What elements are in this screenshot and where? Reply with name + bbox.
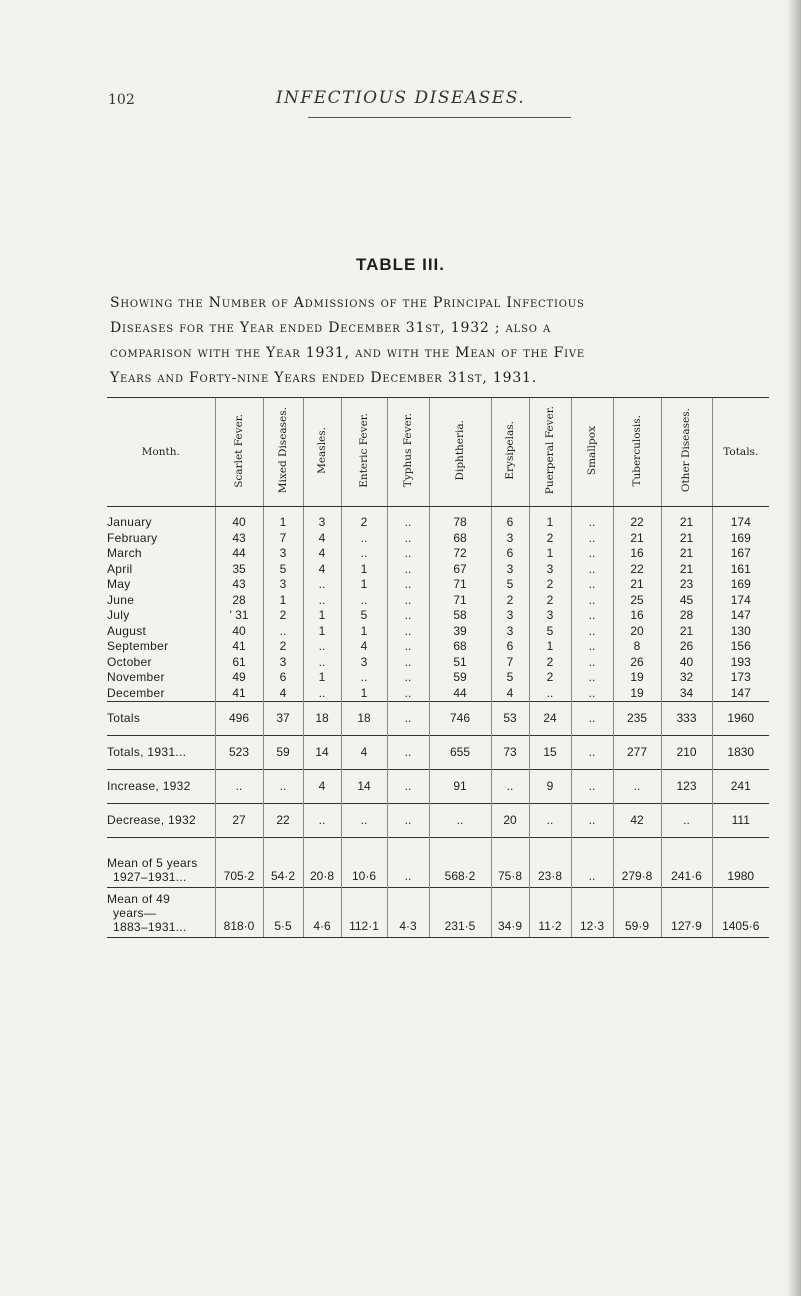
caption-line: Showing the Number of Admissions of the Principal Infectious — [110, 295, 585, 311]
table-cell: 4 — [303, 531, 341, 547]
table-cell: 2 — [529, 670, 571, 686]
summary-cell: 4 — [303, 770, 341, 804]
caption-line: Diseases for the Year ended December 31st, 1932 ; also a — [110, 320, 552, 336]
summary-cell: .. — [387, 736, 429, 770]
table-cell: 25 — [613, 593, 661, 609]
table-cell: .. — [571, 507, 613, 531]
table-cell: 1 — [303, 624, 341, 640]
table-cell: 147 — [712, 608, 769, 624]
table-cell: 5 — [491, 670, 529, 686]
table-cell: 1 — [529, 639, 571, 655]
table-cell: 58 — [429, 608, 491, 624]
summary-label-line: 1927–1931... — [113, 870, 187, 884]
table-cell: 35 — [215, 562, 263, 578]
table-cell: .. — [571, 531, 613, 547]
table-cell: .. — [341, 531, 387, 547]
table-cell: 22 — [613, 507, 661, 531]
running-head: INFECTIOUS DISEASES. — [275, 88, 526, 108]
table-cell: 3 — [529, 562, 571, 578]
table-cell: 51 — [429, 655, 491, 671]
table-cell: 68 — [429, 531, 491, 547]
table-cell: 1 — [303, 608, 341, 624]
table-cell: 3 — [263, 655, 303, 671]
table-cell: 49 — [215, 670, 263, 686]
row-label: March — [107, 546, 142, 560]
summary-cell: 705·2 — [215, 838, 263, 888]
summary-label: Decrease, 1932 — [107, 804, 215, 838]
table-row — [107, 546, 769, 562]
table-cell: .. — [387, 686, 429, 702]
table-cell: 44 — [429, 686, 491, 702]
table-cell: 78 — [429, 507, 491, 531]
table-cell: 16 — [613, 608, 661, 624]
summary-cell: 231·5 — [429, 888, 491, 938]
page-number: 102 — [108, 92, 135, 108]
table-cell: 169 — [712, 577, 769, 593]
table-cell: 174 — [712, 593, 769, 609]
table-row — [107, 577, 769, 593]
summary-cell: 37 — [263, 702, 303, 736]
table-cell: 174 — [712, 507, 769, 531]
table-cell: 156 — [712, 639, 769, 655]
summary-row — [107, 702, 769, 736]
summary-cell: 14 — [341, 770, 387, 804]
summary-cell: 241 — [712, 770, 769, 804]
column-header-measles: Measles. — [303, 398, 341, 507]
summary-row — [107, 888, 769, 938]
table-cell: .. — [303, 639, 341, 655]
summary-cell: .. — [571, 702, 613, 736]
table-cell: 16 — [613, 546, 661, 562]
table-cell: 41 — [215, 686, 263, 702]
table-cell: 43 — [215, 531, 263, 547]
summary-cell: .. — [491, 770, 529, 804]
column-header-typhus-fever: Typhus Fever. — [387, 398, 429, 507]
table-cell: 193 — [712, 655, 769, 671]
summary-cell: 210 — [661, 736, 712, 770]
table-cell: .. — [571, 624, 613, 640]
table-cell: 32 — [661, 670, 712, 686]
table-cell: 2 — [491, 593, 529, 609]
summary-cell: 1405·6 — [712, 888, 769, 938]
table-cell: 1 — [303, 670, 341, 686]
header-row — [107, 398, 769, 507]
summary-cell: 54·2 — [263, 838, 303, 888]
column-header-tuberculosis: Tuberculosis. — [613, 398, 661, 507]
table-row — [107, 562, 769, 578]
table-cell: 6 — [491, 639, 529, 655]
table-cell: 2 — [529, 655, 571, 671]
table-cell: 1 — [341, 624, 387, 640]
table-cell: 3 — [491, 624, 529, 640]
table-cell: 23 — [661, 577, 712, 593]
table-cell: 1 — [341, 562, 387, 578]
summary-cell: 655 — [429, 736, 491, 770]
table-cell: 44 — [215, 546, 263, 562]
column-header-erysipelas: Erysipelas. — [491, 398, 529, 507]
summary-cell: 42 — [613, 804, 661, 838]
table-cell: 3 — [263, 546, 303, 562]
table-cell: .. — [387, 546, 429, 562]
summary-label — [107, 888, 215, 938]
table-row — [107, 655, 769, 671]
summary-cell: 18 — [303, 702, 341, 736]
table-cell: .. — [571, 655, 613, 671]
table-cell: 21 — [661, 562, 712, 578]
summary-cell: 277 — [613, 736, 661, 770]
table-caption — [110, 291, 770, 391]
summary-cell: 22 — [263, 804, 303, 838]
table-cell: 173 — [712, 670, 769, 686]
table-row — [107, 624, 769, 640]
table-cell: .. — [571, 670, 613, 686]
table-cell: 5 — [491, 577, 529, 593]
table-cell: 2 — [263, 608, 303, 624]
summary-label-line: Mean of 49 — [107, 892, 171, 906]
row-label: February — [107, 530, 158, 545]
summary-cell: 235 — [613, 702, 661, 736]
table-cell: .. — [387, 507, 429, 531]
table-cell: 2 — [529, 531, 571, 547]
summary-cell: .. — [387, 702, 429, 736]
table-cell: .. — [387, 577, 429, 593]
row-label: June — [107, 592, 135, 607]
table-cell: 19 — [613, 670, 661, 686]
summary-cell: .. — [571, 838, 613, 888]
summary-cell: 241·6 — [661, 838, 712, 888]
header-rule — [308, 117, 571, 118]
column-header-smallpox: Smallpox — [571, 398, 613, 507]
table-cell: 26 — [613, 655, 661, 671]
table-cell: 71 — [429, 593, 491, 609]
summary-cell: 568·2 — [429, 838, 491, 888]
table-row — [107, 593, 769, 609]
row-label: November — [107, 670, 165, 684]
summary-cell: .. — [341, 804, 387, 838]
column-header-other-diseases: Other Diseases. — [661, 398, 712, 507]
summary-cell: 111 — [712, 804, 769, 838]
table-cell: 7 — [263, 531, 303, 547]
summary-row — [107, 770, 769, 804]
table-row — [107, 531, 769, 547]
table-cell: 71 — [429, 577, 491, 593]
table-cell: 22 — [613, 562, 661, 578]
summary-cell: .. — [429, 804, 491, 838]
table-cell: 169 — [712, 531, 769, 547]
summary-cell: 11·2 — [529, 888, 571, 938]
table-cell: 4 — [341, 639, 387, 655]
row-label: August — [107, 623, 147, 638]
summary-label-line: Mean of 5 years — [107, 856, 198, 870]
summary-cell: 4·6 — [303, 888, 341, 938]
row-label: October — [107, 654, 152, 669]
table-cell: .. — [387, 639, 429, 655]
table-cell: 45 — [661, 593, 712, 609]
summary-cell: .. — [571, 770, 613, 804]
row-label: January — [107, 515, 152, 529]
table-cell: 1 — [529, 507, 571, 531]
row-label: July — [107, 608, 130, 622]
table-body — [107, 507, 769, 938]
row-label: May — [107, 577, 131, 591]
summary-cell: 27 — [215, 804, 263, 838]
table-cell: 61 — [215, 655, 263, 671]
table-cell: 1 — [341, 686, 387, 702]
summary-cell: 818·0 — [215, 888, 263, 938]
summary-cell: 34·9 — [491, 888, 529, 938]
column-header-scarlet-fever: Scarlet Fever. — [215, 398, 263, 507]
summary-cell: 4 — [341, 736, 387, 770]
summary-cell: .. — [387, 838, 429, 888]
row-label: April — [107, 561, 133, 576]
table-cell: 161 — [712, 562, 769, 578]
table-cell: 5 — [529, 624, 571, 640]
summary-cell: 18 — [341, 702, 387, 736]
table-cell: 5 — [263, 562, 303, 578]
summary-row — [107, 804, 769, 838]
summary-cell: 5·5 — [263, 888, 303, 938]
summary-cell: 53 — [491, 702, 529, 736]
table-cell: .. — [303, 577, 341, 593]
table-cell: 8 — [613, 639, 661, 655]
table-row — [107, 639, 769, 655]
summary-cell: 20·8 — [303, 838, 341, 888]
summary-cell: .. — [387, 804, 429, 838]
summary-cell: 523 — [215, 736, 263, 770]
table-cell: 34 — [661, 686, 712, 702]
summary-cell: 23·8 — [529, 838, 571, 888]
table-cell: .. — [571, 608, 613, 624]
summary-label: Increase, 1932 — [107, 770, 215, 804]
summary-cell: .. — [387, 770, 429, 804]
table-cell: .. — [571, 686, 613, 702]
table-cell: .. — [387, 624, 429, 640]
table-row — [107, 670, 769, 686]
table-cell: .. — [529, 686, 571, 702]
table-cell: .. — [571, 593, 613, 609]
summary-cell: 1830 — [712, 736, 769, 770]
summary-cell: 20 — [491, 804, 529, 838]
table-cell: 1 — [263, 507, 303, 531]
table-cell: 26 — [661, 639, 712, 655]
table-cell: 167 — [712, 546, 769, 562]
table-cell: 3 — [491, 608, 529, 624]
table-cell: 4 — [491, 686, 529, 702]
column-header-mixed-diseases: Mixed Diseases. — [263, 398, 303, 507]
table-cell: .. — [387, 531, 429, 547]
table-cell: 3 — [491, 562, 529, 578]
summary-cell: 123 — [661, 770, 712, 804]
table-cell: .. — [387, 562, 429, 578]
page-edge-shadow — [787, 0, 801, 1296]
summary-cell: 4·3 — [387, 888, 429, 938]
table-cell: 4 — [263, 686, 303, 702]
table-cell: 39 — [429, 624, 491, 640]
summary-cell: 279·8 — [613, 838, 661, 888]
table-row — [107, 686, 769, 702]
table-cell: 67 — [429, 562, 491, 578]
summary-cell: 75·8 — [491, 838, 529, 888]
table-cell: 21 — [661, 624, 712, 640]
table-cell: 6 — [491, 546, 529, 562]
summary-label-line: 1883–1931... — [113, 920, 187, 934]
table-cell: .. — [341, 593, 387, 609]
table-cell: 3 — [529, 608, 571, 624]
row-label: December — [107, 685, 165, 700]
table-cell: 59 — [429, 670, 491, 686]
table-cell: 21 — [661, 531, 712, 547]
table-cell: 4 — [303, 562, 341, 578]
summary-cell: 333 — [661, 702, 712, 736]
table-cell: 21 — [613, 531, 661, 547]
table-cell: .. — [387, 655, 429, 671]
summary-cell: .. — [571, 736, 613, 770]
summary-cell: 496 — [215, 702, 263, 736]
summary-cell: 9 — [529, 770, 571, 804]
caption-line: Years and Forty-nine Years ended December 31st, 1931. — [110, 370, 537, 386]
column-header-month: Month. — [107, 398, 215, 507]
table-cell: 2 — [341, 507, 387, 531]
summary-cell: 73 — [491, 736, 529, 770]
table-cell: 2 — [263, 639, 303, 655]
table-cell: 6 — [491, 507, 529, 531]
summary-cell: 1960 — [712, 702, 769, 736]
table-cell: .. — [341, 670, 387, 686]
summary-cell: 59 — [263, 736, 303, 770]
table-cell: .. — [303, 686, 341, 702]
summary-cell: 91 — [429, 770, 491, 804]
row-label: September — [107, 639, 169, 653]
table-cell: 3 — [341, 655, 387, 671]
table-cell: 1 — [529, 546, 571, 562]
table-cell: 28 — [215, 593, 263, 609]
summary-cell: .. — [571, 804, 613, 838]
summary-cell: .. — [529, 804, 571, 838]
summary-cell: .. — [263, 770, 303, 804]
admissions-table — [107, 397, 769, 938]
table-cell: .. — [571, 546, 613, 562]
summary-cell: 112·1 — [341, 888, 387, 938]
table-cell: 3 — [491, 531, 529, 547]
summary-cell: .. — [661, 804, 712, 838]
summary-row — [107, 838, 769, 888]
table-cell: 2 — [529, 593, 571, 609]
table-cell: .. — [571, 639, 613, 655]
summary-cell: 127·9 — [661, 888, 712, 938]
summary-cell: 12·3 — [571, 888, 613, 938]
summary-cell: 746 — [429, 702, 491, 736]
summary-cell: 15 — [529, 736, 571, 770]
column-header-diphtheria: Diphtheria. — [429, 398, 491, 507]
column-header-enteric-fever: Enteric Fever. — [341, 398, 387, 507]
table-cell: 4 — [303, 546, 341, 562]
table-cell: .. — [263, 624, 303, 640]
table-cell: 28 — [661, 608, 712, 624]
summary-label: Totals, 1931... — [107, 736, 215, 770]
table-cell: 40 — [215, 507, 263, 531]
table-cell: 19 — [613, 686, 661, 702]
table-cell: 40 — [215, 624, 263, 640]
table-cell: 6 — [263, 670, 303, 686]
table-cell: 3 — [263, 577, 303, 593]
table-cell: 130 — [712, 624, 769, 640]
table-cell: 1 — [341, 577, 387, 593]
table-cell: 21 — [661, 546, 712, 562]
table-cell: 21 — [661, 507, 712, 531]
table-cell: 41 — [215, 639, 263, 655]
table-cell: 72 — [429, 546, 491, 562]
summary-cell: 14 — [303, 736, 341, 770]
table-row — [107, 507, 769, 531]
table-cell: .. — [387, 670, 429, 686]
summary-label — [107, 838, 215, 888]
table-cell: 20 — [613, 624, 661, 640]
table-cell: 3 — [303, 507, 341, 531]
summary-cell: 1980 — [712, 838, 769, 888]
table-cell: 5 — [341, 608, 387, 624]
table-cell: .. — [387, 608, 429, 624]
table-cell: .. — [571, 577, 613, 593]
summary-cell: 10·6 — [341, 838, 387, 888]
table-cell: .. — [571, 562, 613, 578]
caption-line: comparison with the Year 1931, and with the Mean of the Five — [110, 345, 585, 361]
table-cell: .. — [341, 546, 387, 562]
summary-label: Totals — [107, 702, 215, 736]
table-cell: 43 — [215, 577, 263, 593]
table-cell: 7 — [491, 655, 529, 671]
table-cell: 21 — [613, 577, 661, 593]
summary-row — [107, 736, 769, 770]
summary-cell: 59·9 — [613, 888, 661, 938]
table-cell: 1 — [263, 593, 303, 609]
column-header-totals: Totals. — [712, 398, 769, 507]
table-cell: ' 31 — [215, 608, 263, 624]
table-cell: .. — [387, 593, 429, 609]
column-header-puerperal-fever: Puerperal Fever. — [529, 398, 571, 507]
table-cell: 147 — [712, 686, 769, 702]
summary-cell: .. — [215, 770, 263, 804]
table-title: TABLE III. — [355, 255, 445, 274]
table-cell: 2 — [529, 577, 571, 593]
summary-cell: .. — [613, 770, 661, 804]
table-row — [107, 608, 769, 624]
summary-cell: 24 — [529, 702, 571, 736]
table-cell: .. — [303, 593, 341, 609]
table-cell: 68 — [429, 639, 491, 655]
summary-label-line: years— — [113, 906, 157, 920]
table-cell: 40 — [661, 655, 712, 671]
table-cell: .. — [303, 655, 341, 671]
summary-cell: .. — [303, 804, 341, 838]
